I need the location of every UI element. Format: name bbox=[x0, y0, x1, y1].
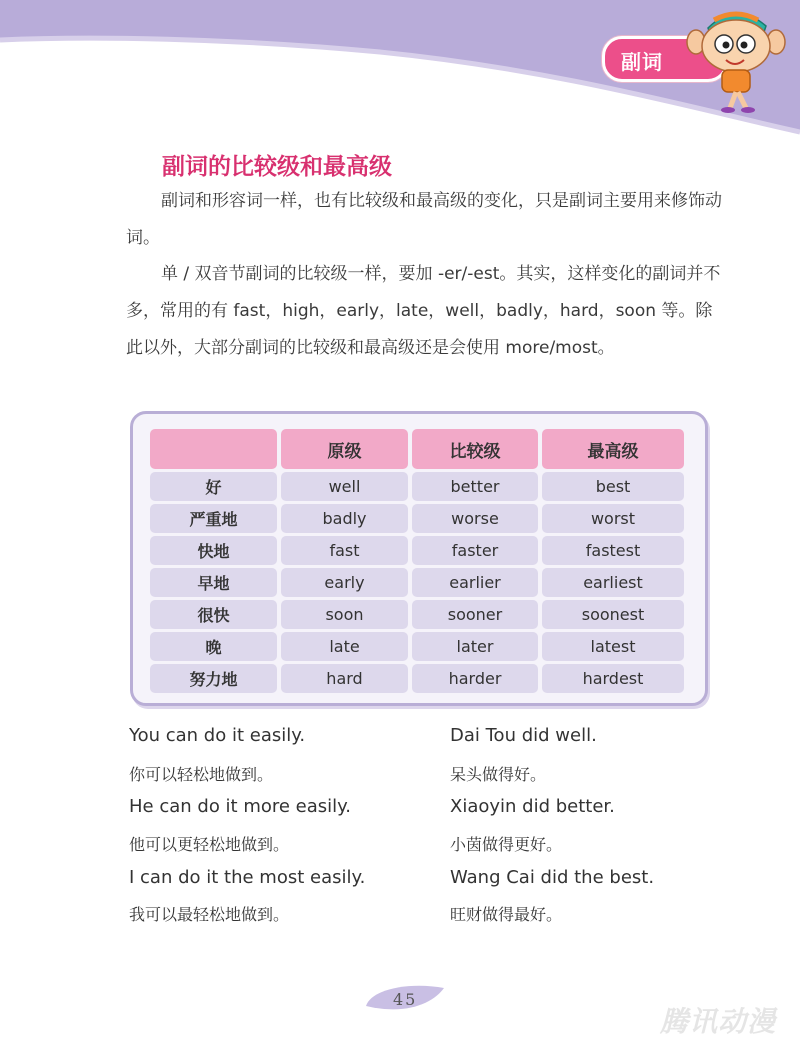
table-row-label: 快地 bbox=[150, 536, 277, 565]
table-header-cell: 比较级 bbox=[412, 429, 538, 469]
table-row-label: 严重地 bbox=[150, 504, 277, 533]
table-cell: early bbox=[281, 568, 408, 597]
table-cell: late bbox=[281, 632, 408, 661]
table-cell: fastest bbox=[542, 536, 684, 565]
table-row-label: 好 bbox=[150, 472, 277, 501]
mascot-cartoon-icon bbox=[686, 2, 786, 114]
example-en-right-3: Wang Cai did the best. bbox=[450, 867, 655, 888]
paragraph-1: 副词和形容词一样，也有比较级和最高级的变化，只是副词主要用来修饰动词。 bbox=[126, 191, 722, 248]
table-cell: worse bbox=[412, 504, 538, 533]
table-cell: worst bbox=[542, 504, 684, 533]
table-cell: later bbox=[412, 632, 538, 661]
table-header-cell bbox=[150, 429, 277, 469]
table-cell: earlier bbox=[412, 568, 538, 597]
paragraph-2: 单 / 双音节副词的比较级一样，要加 -er/-est。其实，这样变化的副词并不多，常用的有 fast，high，early，late，well，badly，hard，soon 等。除此以外，大部分副词的比较级和最高级还是会使用 more/most。 bbox=[126, 264, 721, 358]
table-cell: soon bbox=[281, 600, 408, 629]
table-cell: well bbox=[281, 472, 408, 501]
watermark: 腾讯动漫 bbox=[660, 1005, 777, 1038]
table-cell: badly bbox=[281, 504, 408, 533]
table-row-label: 晚 bbox=[150, 632, 277, 661]
chapter-label: 副词 bbox=[621, 50, 663, 74]
table-cell: better bbox=[412, 472, 538, 501]
table-cell: fast bbox=[281, 536, 408, 565]
example-cn-left-1: 你可以轻松地做到。 bbox=[129, 765, 274, 784]
table-cell: hard bbox=[281, 664, 408, 693]
section-title: 副词的比较级和最高级 bbox=[162, 154, 392, 180]
example-cn-right-3: 旺财做得最好。 bbox=[450, 905, 563, 924]
table-cell: latest bbox=[542, 632, 684, 661]
example-cn-right-1: 呆头做得好。 bbox=[450, 765, 547, 784]
example-en-left-1: You can do it easily. bbox=[129, 725, 306, 746]
table-header-cell: 最高级 bbox=[542, 429, 684, 469]
example-en-right-1: Dai Tou did well. bbox=[450, 725, 597, 746]
page-number: 45 bbox=[393, 990, 418, 1009]
table-row-label: 努力地 bbox=[150, 664, 277, 693]
comparison-table bbox=[130, 411, 708, 706]
table-row-label: 很快 bbox=[150, 600, 277, 629]
table-cell: sooner bbox=[412, 600, 538, 629]
table-cell: soonest bbox=[542, 600, 684, 629]
table-header-cell: 原级 bbox=[281, 429, 408, 469]
example-en-left-2: He can do it more easily. bbox=[129, 796, 351, 817]
example-en-right-2: Xiaoyin did better. bbox=[450, 796, 615, 817]
example-cn-left-3: 我可以最轻松地做到。 bbox=[129, 905, 290, 924]
table-cell: best bbox=[542, 472, 684, 501]
example-en-left-3: I can do it the most easily. bbox=[129, 867, 366, 888]
example-cn-left-2: 他可以更轻松地做到。 bbox=[129, 835, 290, 854]
table-cell: hardest bbox=[542, 664, 684, 693]
table-cell: harder bbox=[412, 664, 538, 693]
example-cn-right-2: 小茵做得更好。 bbox=[450, 835, 563, 854]
table-cell: faster bbox=[412, 536, 538, 565]
table-row-label: 早地 bbox=[150, 568, 277, 597]
comparison-grid bbox=[150, 429, 684, 693]
table-cell: earliest bbox=[542, 568, 684, 597]
